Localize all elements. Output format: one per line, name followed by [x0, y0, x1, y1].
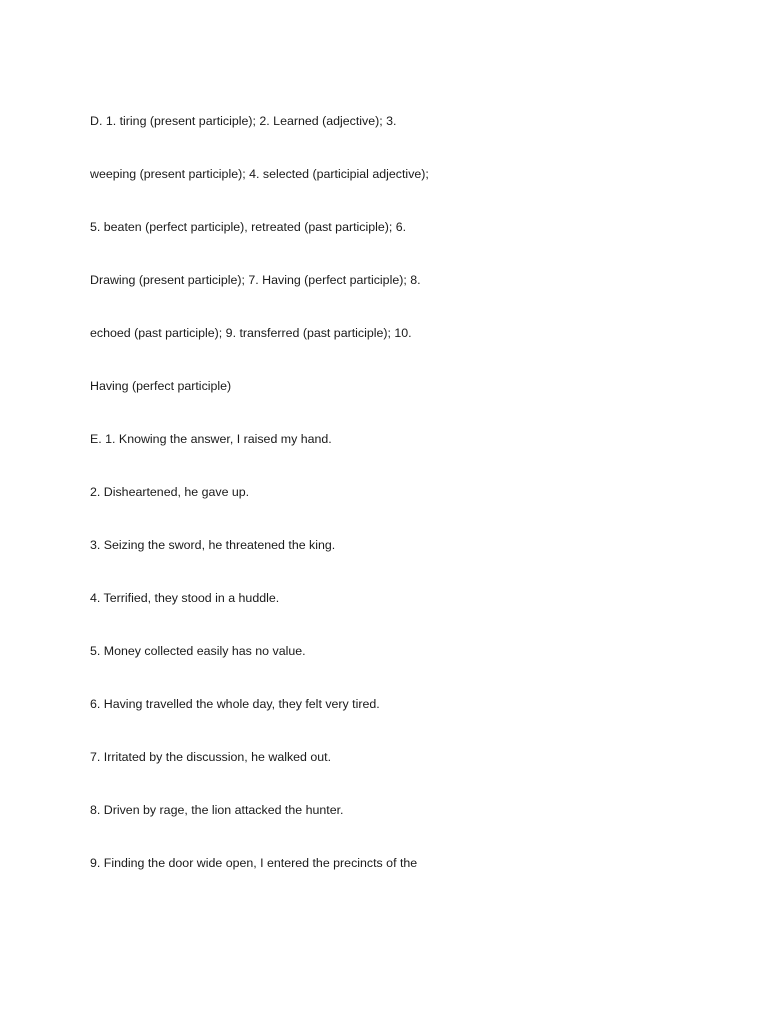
text-line: 2. Disheartened, he gave up.: [90, 485, 250, 499]
text-line: 9. Finding the door wide open, I entered the precincts of the: [90, 856, 418, 870]
text-line: 5. beaten (perfect participle), retreated (past participle); 6.: [90, 220, 407, 234]
text-line: 4. Terrified, they stood in a huddle.: [90, 591, 280, 605]
text-line: Drawing (present participle); 7. Having (perfect participle); 8.: [90, 273, 421, 287]
text-line: D. 1. tiring (present participle); 2. Learned (adjective); 3.: [90, 114, 397, 128]
text-line: weeping (present participle); 4. selected (participial adjective);: [90, 167, 429, 181]
text-line: 5. Money collected easily has no value.: [90, 644, 306, 658]
document-body: [90, 111, 690, 906]
text-line: E. 1. Knowing the answer, I raised my hand.: [90, 432, 332, 446]
text-line: 8. Driven by rage, the lion attacked the hunter.: [90, 803, 344, 817]
text-line: echoed (past participle); 9. transferred (past participle); 10.: [90, 326, 412, 340]
text-line: 3. Seizing the sword, he threatened the king.: [90, 538, 336, 552]
text-line: 7. Irritated by the discussion, he walked out.: [90, 750, 332, 764]
text-line: 6. Having travelled the whole day, they felt very tired.: [90, 697, 380, 711]
text-line: Having (perfect participle): [90, 379, 232, 393]
